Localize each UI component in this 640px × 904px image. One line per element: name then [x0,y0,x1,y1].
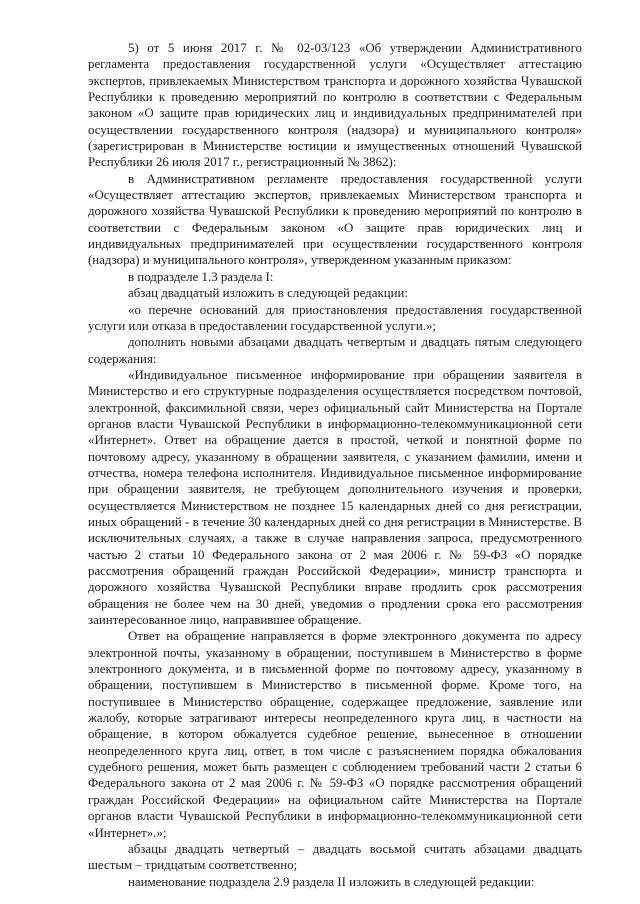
paragraph-response-form: Ответ на обращение направляется в форме электронного документа по адресу электронной почты, указанному в обращении, поступившем в Министерство в форме электронного документа, и в письменной форме по почтовому адресу, указанному в обращении, поступившем в Министерство в письменной форме. Кроме того, на поступившее в Министерство обращение, содержащее предложение, заявление или жалобу, которые затрагивают интересы неопределенного круга лиц, в частности на обращение, в котором обжалуется судебное решение, вынесенное в отношении неопределенного круга лиц, ответ, в том числе с разъяснением порядка обжалования судебного решения, может быть размещен с соблюдением требований части 2 статьи 6 Федерального закона от 2 мая 2006 г. № 59-ФЗ «О порядке рассмотрения обращений граждан Российской Федерации» на официальном сайте Министерства на Портале органов власти Чувашской Республики в информационно-телекоммуникационной сети «Интернет».»; [88,629,582,840]
paragraph-renumbering: абзацы двадцать четвертый – двадцать восьмой считать абзацами двадцать шестым – тридцатым соответственно; [88,841,582,873]
paragraph-regulation-intro: в Административном регламенте предоставления государственной услуги «Осуществляет аттестацию экспертов, привлекаемых Министерством транспорта и дорожного хозяйства Чувашской Республики к проведению мероприятий по контролю в соответствии с Федеральным законом «О защите прав юридических лиц и индивидуальных предпринимателей при осуществлении государственного контроля (надзора) и муниципального контроля», утвержденном указанным приказом: [88,171,582,268]
paragraph-twentieth-clause: абзац двадцатый изложить в следующей редакции: [128,286,408,301]
paragraph-order-5: 5) от 5 июня 2017 г. № 02-03/123 «Об утверждении Административного регламента предоставления государственной услуги «Осуществляет аттестацию экспертов, привлекаемых Министерством транспорта и дорожного хозяйства Чувашской Республики к проведению мероприятий по контролю в соответствии с Федеральным законом «О защите прав юридических лиц и индивидуальных предпринимателей при осуществлении государственного контроля (надзора) и муниципального контроля» (зарегистрирован в Министерстве юстиции и имущественных отношений Чувашской Республики 26 июля 2017 г., регистрационный № 3862): [88,41,582,170]
paragraph-grounds-list: «о перечне оснований для приостановления предоставления государственной услуги или отказа в предоставлении государственной услуги.»; [88,302,582,333]
paragraph-subsection-2-9: наименование подраздела 2.9 раздела II изложить в следующей редакции: [128,874,535,889]
paragraph-subsection-1-3: в подразделе 1.3 раздела I: [128,269,274,284]
paragraph-individual-informing: «Индивидуальное письменное информирование при обращении заявителя в Министерство и его структурные подразделения осуществляется посредством почтовой, электронной, факсимильной связи, через официальный сайт Министерства на Портале органов власти Чувашской Республики в информационно-телекоммуникационной сети «Интернет». Ответ на обращение дается в простой, четкой и понятной форме по почтовому адресу, указанному в обращении заявителя, с указанием фамилии, имени и отчества, номера телефона исполнителя. Индивидуальное письменное информирование при обращении заявителя, не требующем дополнительного изучения и проверки, осуществляется Министерством не позднее 15 календарных дней со дня регистрации, иных обращений - в течение 30 календарных дней со дня регистрации в Министерстве. В исключительных случаях, а также в случае направления запроса, предусмотренного частью 2 статьи 10 Федерального закона от 2 мая 2006 г. № 59-ФЗ «О порядке рассмотрения обращений граждан Российской Федерации», министр транспорта и дорожного хозяйства Чувашской Республики вправе продлить срок рассмотрения обращения не более чем на 30 дней, уведомив о продлении срока его рассмотрения заинтересованное лицо, направившее обращение. [88,367,582,628]
paragraph-add-clauses: дополнить новыми абзацами двадцать четвертым и двадцать пятым следующего содержания: [88,335,582,366]
